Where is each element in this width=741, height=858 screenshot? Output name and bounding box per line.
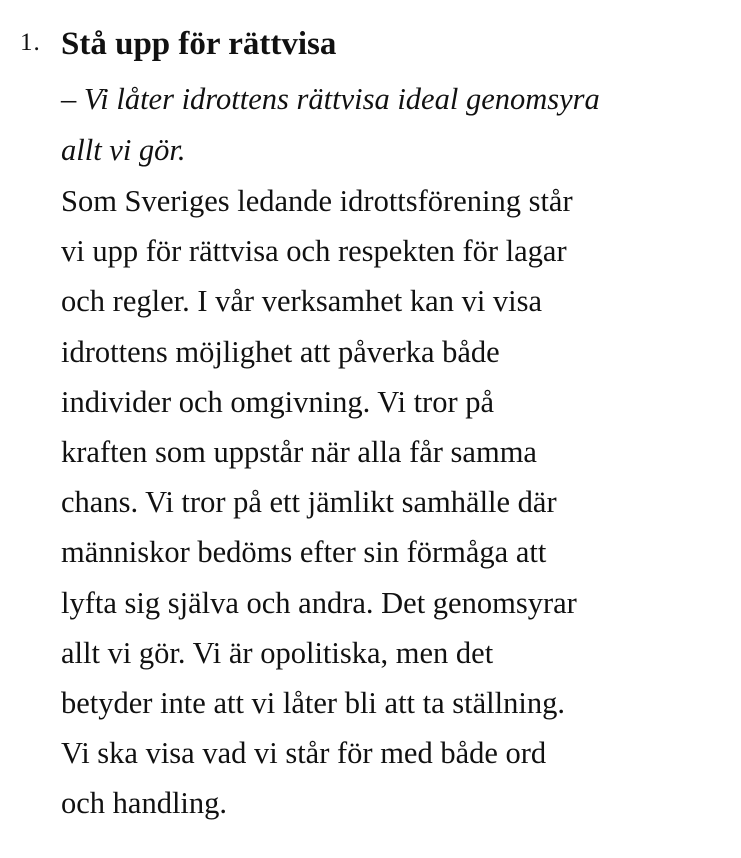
body-line: lyfta sig själva och andra. Det genomsyrar: [61, 585, 577, 620]
body-line: betyder inte att vi låter bli att ta ställning.: [61, 686, 565, 721]
item-lead: [61, 74, 731, 176]
body-line: allt vi gör. Vi är opolitiska, men det: [61, 635, 494, 670]
body-line: individer och omgivning. Vi tror på: [61, 384, 495, 419]
body-line: vi upp för rättvisa och respekten för lagar: [61, 234, 567, 269]
body-line: kraften som uppstår när alla får samma: [61, 435, 537, 470]
item-body: [61, 176, 731, 829]
list-number: 1.: [20, 29, 41, 56]
body-line: Vi ska visa vad vi står för med både ord: [61, 736, 547, 771]
body-line: människor bedöms efter sin förmåga att: [61, 535, 547, 570]
list-item-content: [61, 22, 731, 829]
body-line: idrottens möjlighet att påverka både: [61, 334, 500, 369]
body-line: och handling.: [61, 786, 228, 821]
lead-line: – Vi låter idrottens rättvisa ideal genomsyra: [61, 82, 600, 116]
body-line: Som Sveriges ledande idrottsförening står: [61, 184, 573, 218]
body-line: chans. Vi tror på ett jämlikt samhälle där: [61, 485, 557, 520]
body-line: och regler. I vår verksamhet kan vi visa: [61, 284, 543, 319]
item-title: Stå upp för rättvisa: [61, 26, 337, 62]
lead-line: allt vi gör.: [61, 133, 186, 167]
